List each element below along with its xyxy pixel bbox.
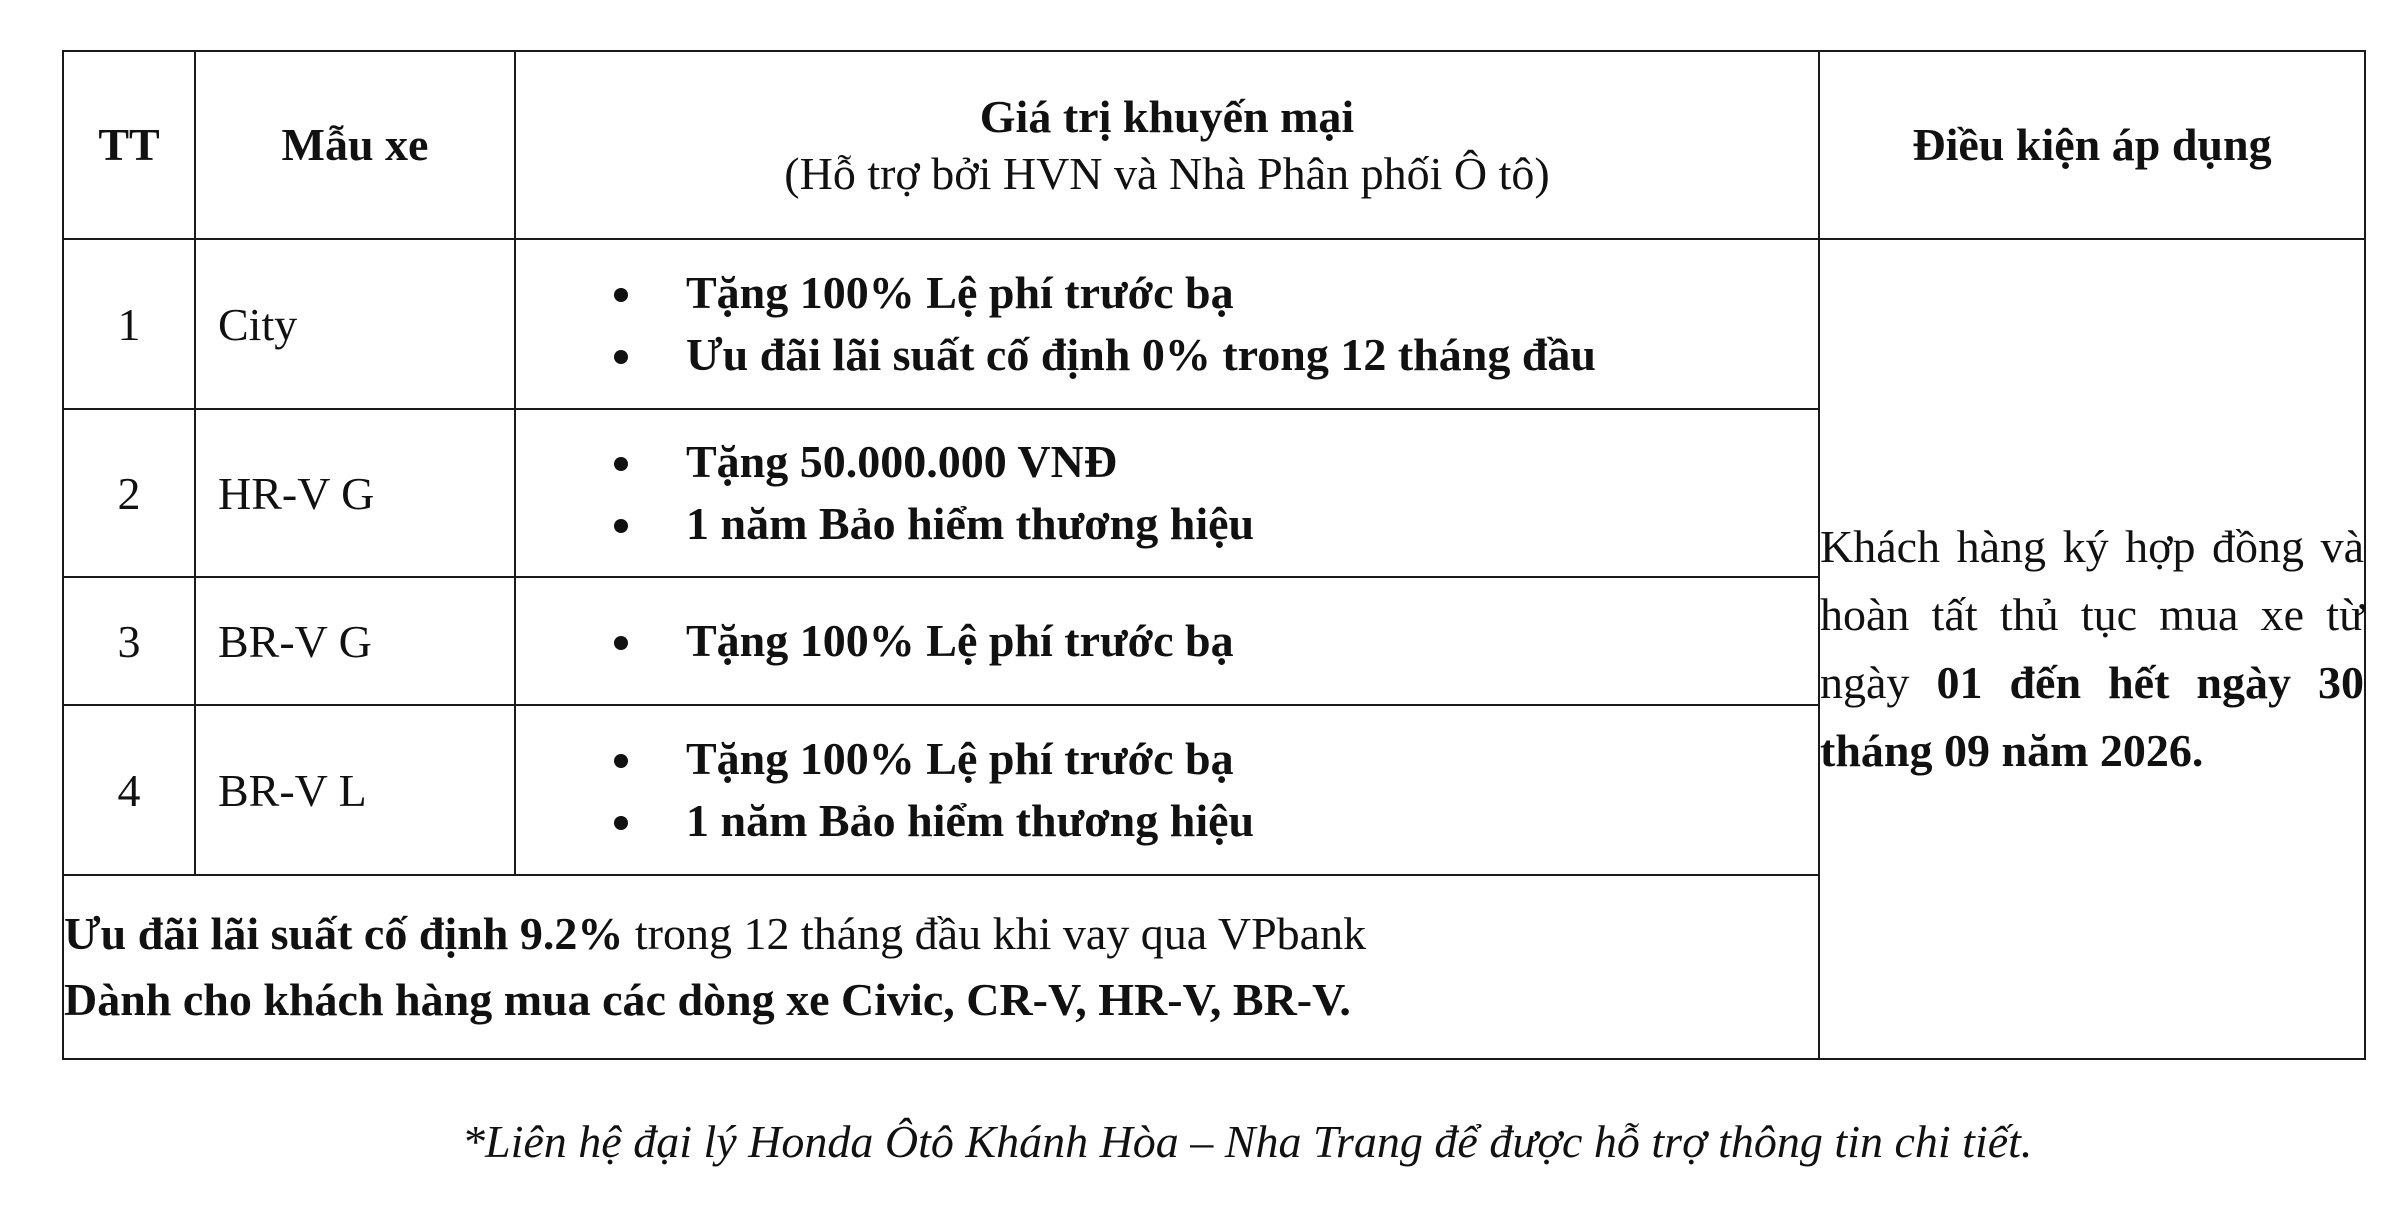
promotion-table [62,50,2366,1060]
header-condition: Điều kiện áp dụng [1819,51,2365,239]
promo-item: Tặng 50.000.000 VNĐ [686,431,1818,493]
header-row [63,51,2365,239]
condition-text [1820,513,2364,785]
model-name: BR-V G [195,577,515,705]
model-name: HR-V G [195,409,515,577]
promo-cell [515,409,1819,577]
footer-line-1 [64,901,1818,967]
promo-item: Tặng 100% Lệ phí trước bạ [686,262,1818,324]
table-row [63,239,2365,409]
promo-cell [515,577,1819,705]
promo-cell [515,705,1819,875]
model-name: BR-V L [195,705,515,875]
header-promo [515,51,1819,239]
row-number: 1 [63,239,195,409]
footer-cell [63,875,1819,1059]
promo-item: Ưu đãi lãi suất cố định 0% trong 12 tháng đầu [686,324,1818,386]
row-number: 3 [63,577,195,705]
header-promo-title: Giá trị khuyến mại [979,90,1355,142]
footer-line-1-bold: Ưu đãi lãi suất cố định 9.2% [64,908,624,959]
contact-note: *Liên hệ đại lý Honda Ôtô Khánh Hòa – Nha Trang để được hỗ trợ thông tin chi tiết. [462,1116,2033,1167]
model-name: City [195,239,515,409]
footer-line-2: Dành cho khách hàng mua các dòng xe Civic, CR-V, HR-V, BR-V. [64,974,1351,1025]
promo-item: 1 năm Bảo hiểm thương hiệu [686,790,1818,852]
condition-text-plain: Khách hàng ký hợp đồng và hoàn tất thủ tục mua xe từ ngày [1820,521,2364,708]
condition-cell [1819,239,2365,1059]
condition-text-bold: 01 đến hết ngày 30 tháng 09 năm 2026. [1820,657,2365,776]
header-tt: TT [63,51,195,239]
footer-line-1-rest: trong 12 tháng đầu khi vay qua VPbank [623,908,1367,959]
promo-item: Tặng 100% Lệ phí trước bạ [686,610,1818,672]
promo-cell [515,239,1819,409]
header-model: Mẫu xe [195,51,515,239]
row-number: 4 [63,705,195,875]
row-number: 2 [63,409,195,577]
header-promo-subtitle: (Hỗ trợ bởi HVN và Nhà Phân phối Ô tô) [784,148,1550,199]
promo-item: Tặng 100% Lệ phí trước bạ [686,728,1818,790]
promo-item: 1 năm Bảo hiểm thương hiệu [686,493,1818,555]
